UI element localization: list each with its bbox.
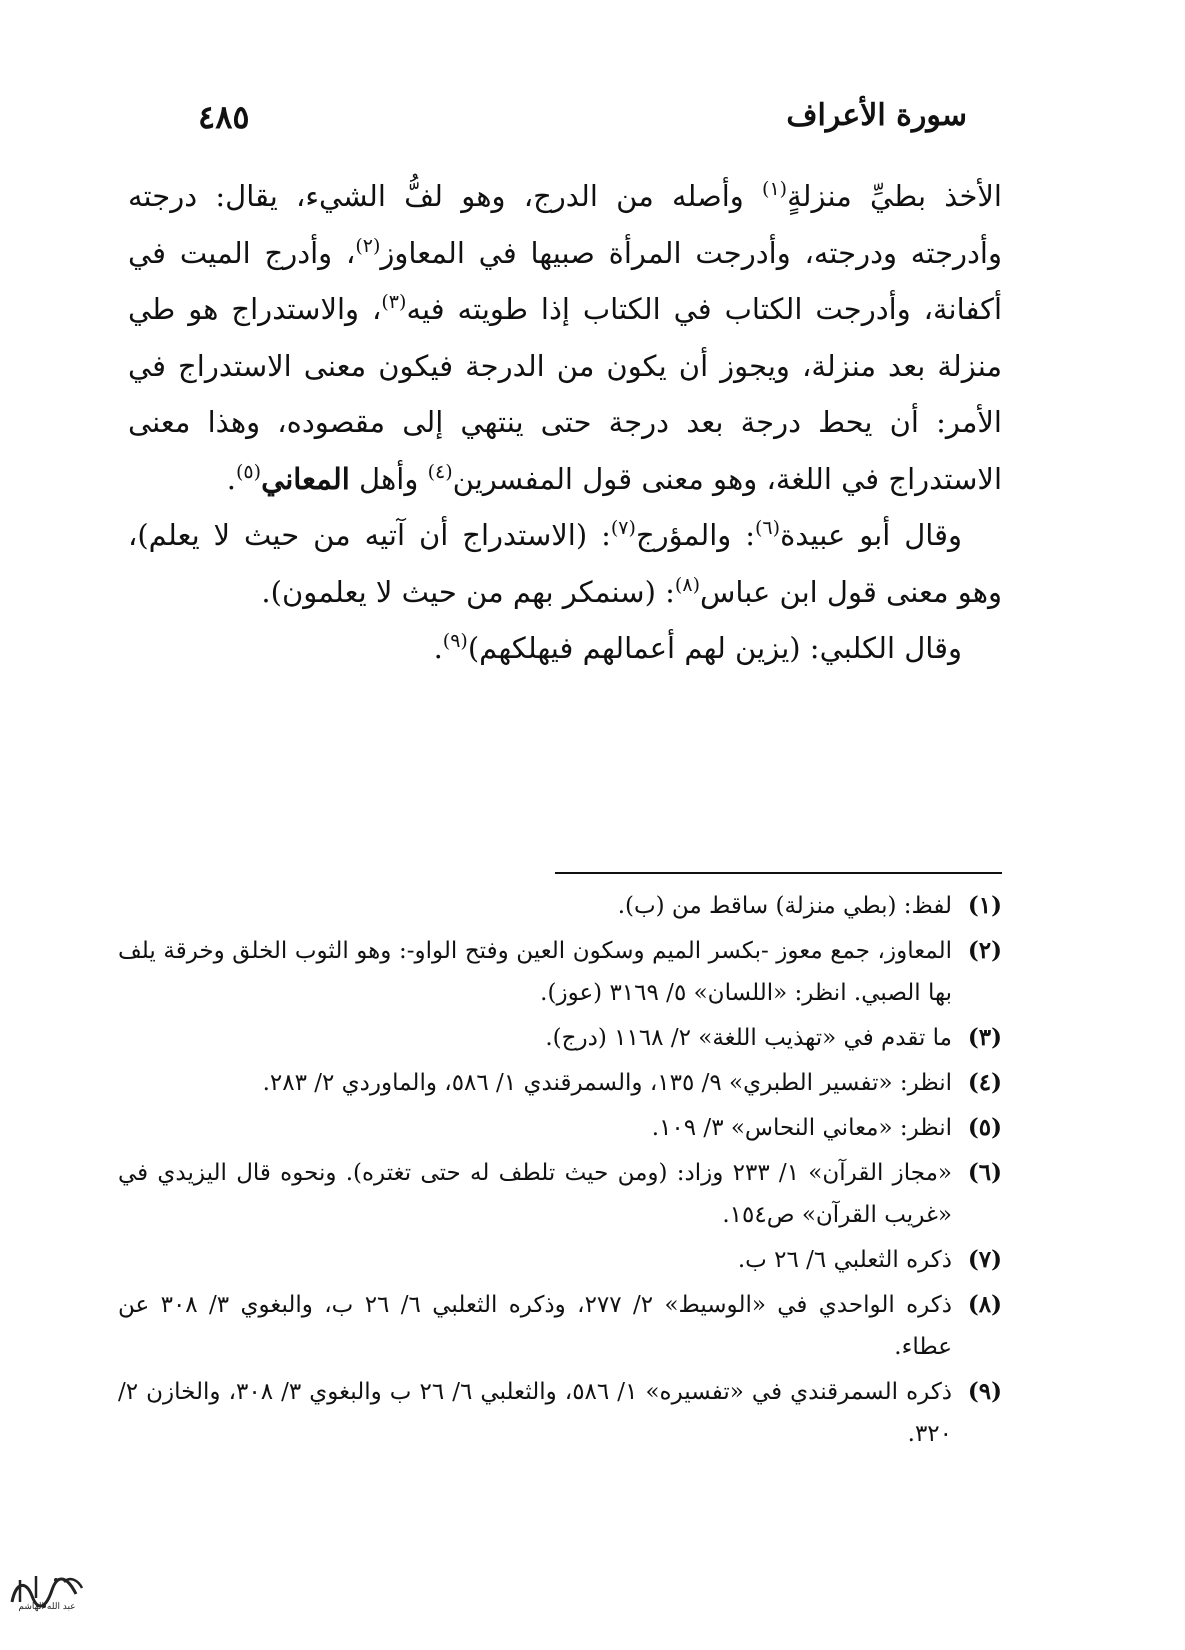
footnote-7 [118,1239,1002,1281]
text-run: وأهل [349,461,428,496]
footnote-ref-7: (٧) [610,517,636,539]
footnote-number: (٩) [967,1378,1002,1405]
paragraph-2 [128,507,1002,620]
page-header [198,98,967,148]
footnote-text: ما تقدم في «تهذيب اللغة» ٢/ ١١٦٨ (درج). [545,1025,952,1051]
footnote-ref-2: (٢) [355,234,381,257]
paragraph-1 [128,168,1002,507]
running-title: سورة الأعراف [786,98,967,133]
footnote-text: ذكره الواحدي في «الوسيط» ٢/ ٢٧٧، وذكره الثعلبي ٦/ ٢٦ ب، والبغوي ٣/ ٣٠٨ عن عطاء. [118,1292,953,1360]
footnote-text: انظر: «معاني النحاس» ٣/ ١٠٩. [651,1115,952,1141]
footnote-ref-6: (٦) [755,517,781,539]
footnote-number: (٣) [967,1024,1002,1051]
text-run: : والمؤرج [635,518,755,552]
footnote-ref-9: (٩) [442,630,468,652]
footnote-6 [118,1152,1002,1236]
text-run: : (الاستدراج أن آتيه من حيث لا يعلم)، وهو معنى قول ابن عباس [128,518,1002,609]
footnote-number: (٢) [967,937,1002,964]
footnote-ref-5: (٥) [236,460,262,483]
footnote-4 [118,1062,1002,1104]
main-text [128,168,1002,677]
footnote-number: (٥) [967,1114,1002,1141]
footnote-ref-4: (٤) [427,460,453,483]
footnote-number: (٤) [967,1069,1002,1096]
footnote-ref-8: (٨) [674,573,700,596]
stamp-text: عبد الله الهاشم [18,1602,76,1612]
footnote-text: المعاوز، جمع معوز -بكسر الميم وسكون العين وفتح الواو-: وهو الثوب الخلق وخرقة يلف بها الصبي. انظر: «اللسان» ٥/ ٣١٦٩ (عوز). [118,938,952,1006]
footnote-divider [555,872,1002,874]
footnote-number: (١) [967,892,1002,919]
footnote-text: لفظ: (بطي منزلة) ساقط من (ب). [617,893,952,919]
footnote-text: ذكره السمرقندي في «تفسيره» ١/ ٥٨٦، والثعلبي ٦/ ٢٦ ب والبغوي ٣/ ٣٠٨، والخازن ٢/ ٣٢٠. [118,1379,953,1447]
footnote-9 [118,1371,1002,1455]
footnote-ref-3: (٣) [381,291,407,313]
paragraph-3 [128,620,1002,677]
footnote-8 [118,1284,1002,1368]
footnote-2 [118,930,1002,1014]
footnote-text: انظر: «تفسير الطبري» ٩/ ١٣٥، والسمرقندي ١/ ٥٨٦، والماوردي ٢/ ٢٨٣. [262,1070,952,1096]
footnote-number: (٦) [967,1159,1002,1186]
footnote-5 [118,1107,1002,1149]
footnote-number: (٨) [967,1291,1002,1318]
text-run: وأصله من الدرج، وهو لفُّ الشيء، يقال: درجته وأدرجته ودرجته، وأدرجت المرأة صبيها في المعاوز [128,179,1002,270]
text-run: وقال أبو عبيدة [780,518,963,552]
footnote-3 [118,1017,1002,1059]
footnote-ref-1: (١) [762,178,788,200]
text-run: الأخذ بطيِّ منزلةٍ [787,179,1002,213]
footnote-1 [118,885,1002,927]
text-run-bold: المعاني [261,461,350,496]
footnotes [118,885,1002,1458]
text-run: : (سنمكر بهم من حيث لا يعلمون). [261,574,675,609]
calligraphy-stamp-icon [6,1572,88,1632]
footnote-text: «مجاز القرآن» ١/ ٢٣٣ وزاد: (ومن حيث تلطف له حتى تغتره). ونحوه قال اليزيدي في «غريب القرآن» ص١٥٤. [118,1160,952,1228]
text-run: وقال الكلبي: (يزين لهم أعمالهم فيهلكهم) [467,631,962,665]
text-run: ، وأدرج الميت في أكفانة، وأدرجت الكتاب في الكتاب إذا طويته فيه [128,235,1002,326]
page-number: ٤٨٥ [198,98,250,136]
text-run: . [226,461,236,496]
text-run: . [433,631,443,665]
footnote-text: ذكره الثعلبي ٦/ ٢٦ ب. [737,1247,952,1273]
footnote-number: (٧) [967,1246,1002,1273]
text-run: ، والاستدراج هو طي منزلة بعد منزلة، ويجوز أن يكون من الدرجة فيكون معنى الاستدراج في الأمر: أن يحط درجة بعد درجة حتى ينتهي إلى مقصوده، وهذا معنى الاستدراج في اللغة، وهو معنى قول المفسرين [128,292,1002,496]
